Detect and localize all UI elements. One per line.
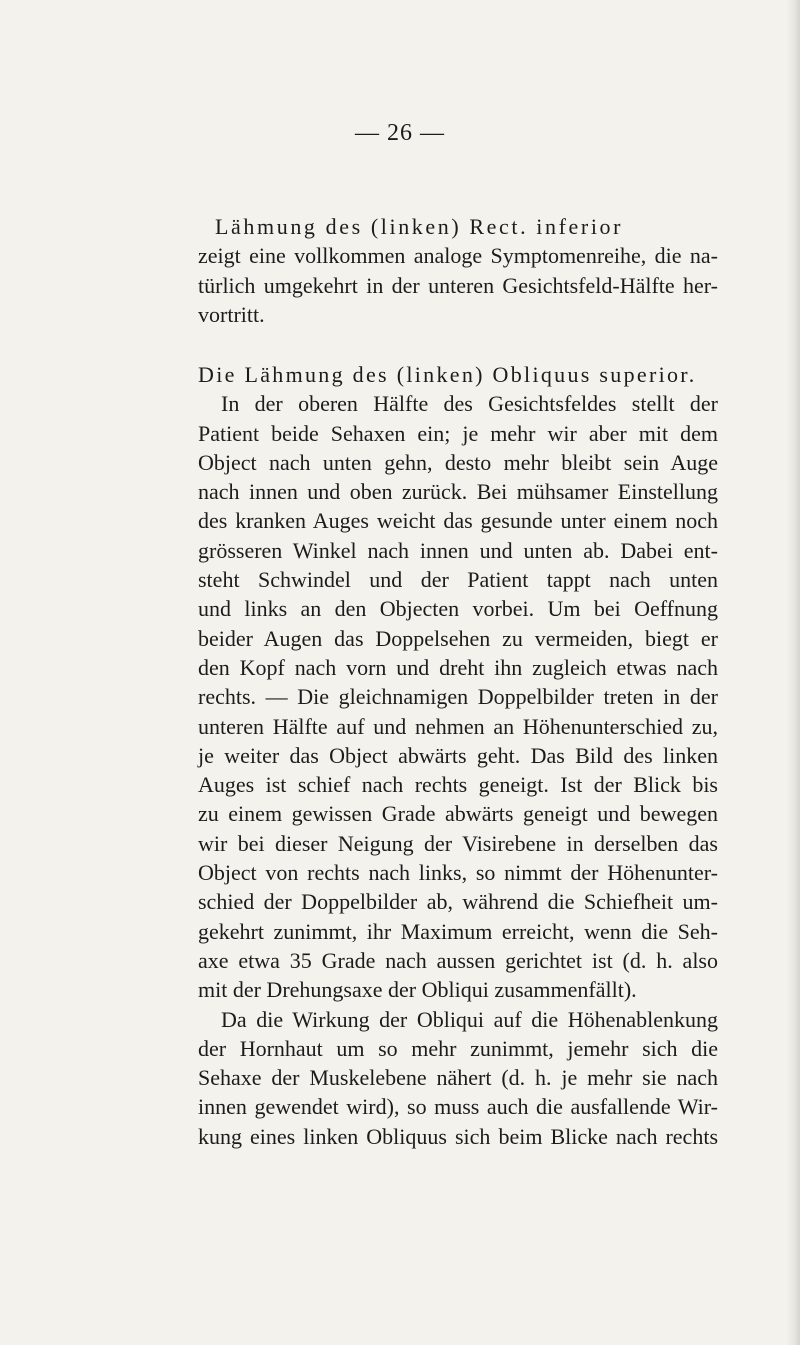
section-heading: Lähmung des (linken) Rect. inferior [215,214,624,239]
text-line: Patient beide Sehaxen ein; je mehr wir aber mit dem [198,420,718,446]
text-line: steht Schwindel und der Patient tappt nach unten [198,567,718,593]
text-line: zeigt eine vollkommen analoge Symptomenreihe, die na- [198,243,718,269]
text-line: grösseren Winkel nach innen und unten ab. Dabei ent- [198,537,718,563]
section-heading: Die Lähmung des (linken) Obliquus superior. [198,362,697,387]
paragraph-2 [198,1005,718,1151]
text-line: axe etwa 35 Grade nach aussen gerichtet ist (d. h. also [198,947,718,973]
text-line: innen gewendet wird), so muss auch die ausfallende Wir- [198,1094,718,1120]
text-line: nach innen und oben zurück. Bei mühsamer Einstellung [198,479,718,505]
text-line: In der oberen Hälfte des Gesichtsfeldes stellt der [221,391,718,417]
text-line: wir bei dieser Neigung der Visirebene in derselben das [198,830,718,856]
page-edge-shadow [786,0,800,1345]
text-line: Object von rechts nach links, so nimmt der Höhenunter- [198,860,718,886]
section-rect-inferior [198,212,718,329]
text-line: kung eines linken Obliquus sich beim Blicke nach rechts [198,1123,718,1149]
text-line: mit der Drehungsaxe der Obliqui zusammenfällt). [198,977,637,1003]
text-line: Da die Wirkung der Obliqui auf die Höhenablenkung [221,1006,718,1032]
text-line: beider Augen das Doppelsehen zu vermeiden, biegt er [198,625,718,651]
section-obliquus-superior [198,360,718,1151]
text-line: den Kopf nach vorn und dreht ihn zugleich etwas nach [198,654,718,680]
text-line: Object nach unten gehn, desto mehr bleibt sein Auge [198,449,718,475]
text-line: zu einem gewissen Grade abwärts geneigt und bewegen [198,801,718,827]
page-number: — 26 — [355,120,445,146]
text-line: gekehrt zunimmt, ihr Maximum erreicht, wenn die Seh- [198,918,718,944]
text-line: vortritt. [198,301,265,327]
text-line: türlich umgekehrt in der unteren Gesichtsfeld-Hälfte her- [198,272,718,298]
text-line: rechts. — Die gleichnamigen Doppelbilder treten in der [198,684,718,710]
paragraph [198,241,718,329]
text-line: des kranken Auges weicht das gesunde unter einem noch [198,508,718,534]
text-line: Auges ist schief nach rechts geneigt. Ist der Blick bis [198,772,718,798]
text-line: der Hornhaut um so mehr zunimmt, jemehr sich die [198,1035,718,1061]
text-line: und links an den Objecten vorbei. Um bei Oeffnung [198,596,718,622]
text-line: unteren Hälfte auf und nehmen an Höhenunterschied zu, [198,713,718,739]
paragraph-1 [198,389,718,1004]
text-line: je weiter das Object abwärts geht. Das Bild des linken [198,742,718,768]
text-line: schied der Doppelbilder ab, während die Schiefheit um- [198,889,718,915]
text-line: Sehaxe der Muskelebene nähert (d. h. je mehr sie nach [198,1065,718,1091]
